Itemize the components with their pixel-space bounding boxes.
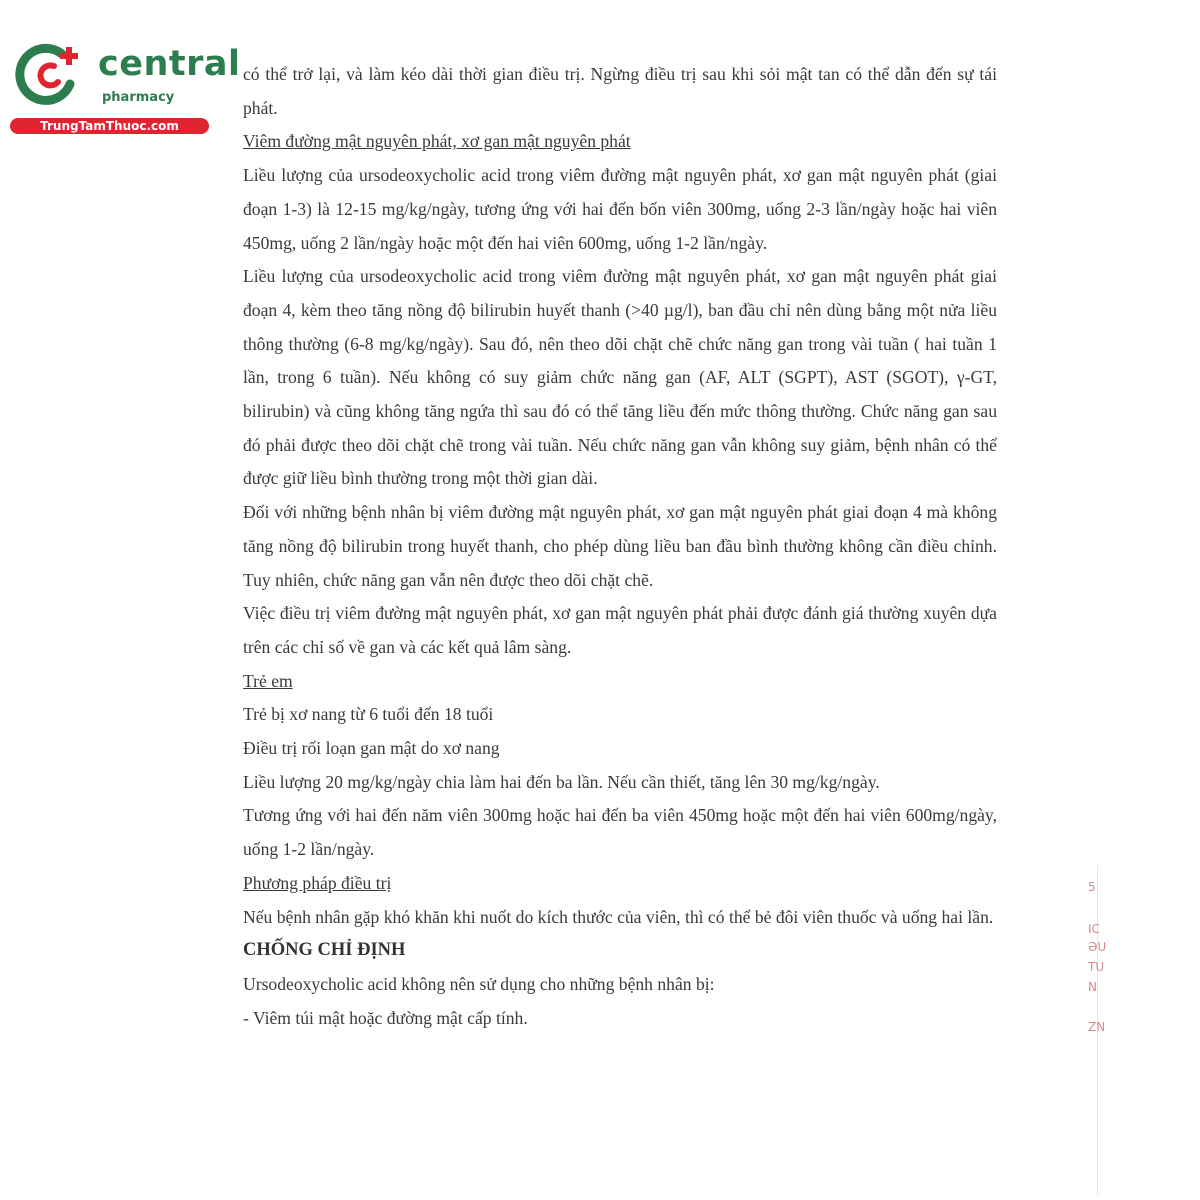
edge-mark: ZN — [1088, 1020, 1106, 1034]
section-subheading: Viêm đường mật nguyên phát, xơ gan mật nguyên phát — [243, 131, 631, 152]
edge-mark: ƏU — [1088, 940, 1107, 954]
logo-wordmark: central — [98, 44, 241, 84]
edge-mark: IC — [1088, 922, 1100, 936]
edge-mark: 5 — [1088, 880, 1096, 894]
paragraph: Đối với những bệnh nhân bị viêm đường mật nguyên phát, xơ gan mật nguyên phát giai đoạn 4 mà không tăng nồng độ bilirubin trong huyết thanh, cho phép dùng liều ban đầu bình thường không cần điều chỉnh. Tuy nhiên, chức năng gan vẫn nên được theo dõi chặt chẽ. — [243, 502, 997, 590]
logo-website-banner: TrungTamThuoc.com — [10, 118, 209, 134]
paragraph: Điều trị rối loạn gan mật do xơ nang — [243, 738, 500, 759]
paragraph: Trẻ bị xơ nang từ 6 tuổi đến 18 tuổi — [243, 704, 494, 725]
document-body — [243, 58, 997, 1035]
edge-mark: N — [1088, 980, 1097, 994]
paragraph: Nếu bệnh nhân gặp khó khăn khi nuốt do kích thước của viên, thì có thể bẻ đôi viên thuốc và uống hai lần. — [243, 906, 994, 927]
paragraph: Liều lượng của ursodeoxycholic acid trong viêm đường mật nguyên phát, xơ gan mật nguyên phát (giai đoạn 1-3) là 12-15 mg/kg/ngày, tương ứng với hai đến bốn viên 300mg, uống 2-3 lần/ngày hoặc hai viên 450mg, uống 2 lần/ngày hoặc một đến hai viên 600mg, uống 1-2 lần/ngày. — [243, 165, 997, 253]
list-item: - Viêm túi mật hoặc đường mật cấp tính. — [243, 1007, 528, 1028]
paragraph: Liều lượng 20 mg/kg/ngày chia làm hai đến ba lần. Nếu cần thiết, tăng lên 30 mg/kg/ngày. — [243, 771, 880, 792]
section-subheading: Phương pháp điều trị — [243, 872, 392, 893]
section-subheading: Trẻ em — [243, 670, 293, 691]
edge-mark: TU — [1088, 960, 1105, 974]
paragraph: Liều lượng của ursodeoxycholic acid trong viêm đường mật nguyên phát, xơ gan mật nguyên phát giai đoạn 4, kèm theo tăng nồng độ bilirubin huyết thanh (>40 µg/l), ban đầu chỉ nên dùng bằng một nửa liều thông thường (6-8 mg/kg/ngày). Sau đó, nên theo dõi chặt chẽ chức năng gan trong vài tuần ( hai tuần 1 lần, trong 6 tuần). Nếu không có suy giảm chức năng gan (AF, ALT (SGPT), AST (SGOT), γ-GT, bilirubin) và cũng không tăng ngứa thì sau đó có thể tăng liều đến mức thông thường. Chức năng gan sau đó phải được theo dõi chặt chẽ trong vài tuần. Nếu chức năng gan vẫn không suy giảm, bệnh nhân có thể được giữ liều bình thường trong một thời gian dài. — [243, 266, 997, 489]
paragraph: Ursodeoxycholic acid không nên sử dụng cho những bệnh nhân bị: — [243, 973, 715, 994]
paragraph: có thể trở lại, và làm kéo dài thời gian điều trị. Ngừng điều trị sau khi sỏi mật tan có thể dẫn đến sự tái phát. — [243, 64, 997, 118]
paragraph: Tương ứng với hai đến năm viên 300mg hoặc hai đến ba viên 450mg hoặc một đến hai viên 600mg/ngày, uống 1-2 lần/ngày. — [243, 805, 997, 860]
section-heading: CHỐNG CHỈ ĐỊNH — [243, 940, 406, 961]
logo-subtitle: pharmacy — [102, 90, 175, 105]
paragraph: Việc điều trị viêm đường mật nguyên phát, xơ gan mật nguyên phát phải được đánh giá thường xuyên dựa trên các chỉ số về gan và các kết quả lâm sàng. — [243, 603, 997, 657]
pharmacy-logo — [10, 38, 241, 138]
central-pharmacy-logo-icon — [10, 38, 90, 108]
